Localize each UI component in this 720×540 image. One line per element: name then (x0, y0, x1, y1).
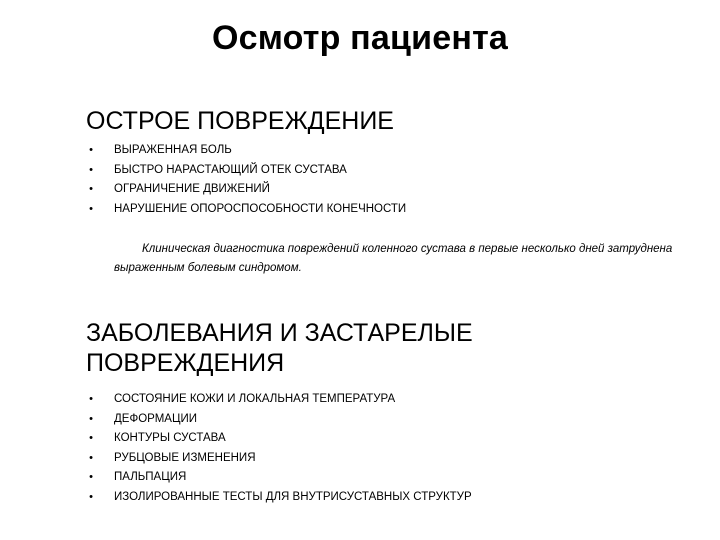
section-heading-chronic-conditions: ЗАБОЛЕВАНИЯ И ЗАСТАРЕЛЫЕ ПОВРЕЖДЕНИЯ (86, 319, 473, 377)
list-item-text: ИЗОЛИРОВАННЫЕ ТЕСТЫ ДЛЯ ВНУТРИСУСТАВНЫХ СТРУКТУР (114, 490, 472, 503)
bullet-icon: • (89, 393, 93, 405)
list-item-text: РУБЦОВЫЕ ИЗМЕНЕНИЯ (114, 451, 256, 464)
bullet-icon: • (89, 183, 93, 195)
list-item-text: ДЕФОРМАЦИИ (114, 412, 197, 425)
bullet-icon: • (89, 471, 93, 483)
clinical-note: Клиническая диагностика повреждений коленного сустава в первые несколько дней затруднена выраженным болевым синдромом. (114, 243, 673, 274)
bullet-icon: • (89, 202, 93, 215)
bullet-icon: • (89, 412, 93, 425)
list-item-text: НАРУШЕНИЕ ОПОРОСПОСОБНОСТИ КОНЕЧНОСТИ (114, 202, 407, 215)
list-item-text: ВЫРАЖЕННАЯ БОЛЬ (114, 144, 232, 156)
list-item-text: ОГРАНИЧЕНИЕ ДВИЖЕНИЙ (114, 183, 270, 195)
bullet-icon: • (89, 163, 93, 176)
list-item-text: БЫСТРО НАРАСТАЮЩИЙ ОТЕК СУСТАВА (114, 163, 347, 176)
bullet-icon: • (89, 144, 93, 156)
bullet-icon: • (89, 432, 93, 444)
bullet-icon: • (89, 451, 93, 464)
list-item-text: СОСТОЯНИЕ КОЖИ И ЛОКАЛЬНАЯ ТЕМПЕРАТУРА (114, 393, 396, 405)
list-item-text: ПАЛЬПАЦИЯ (114, 471, 187, 483)
bullet-icon: • (89, 490, 93, 503)
section-heading-acute-injury: ОСТРОЕ ПОВРЕЖДЕНИЕ (86, 107, 394, 135)
list-item-text: КОНТУРЫ СУСТАВА (114, 432, 226, 444)
slide-title: Осмотр пациента (211, 19, 509, 57)
